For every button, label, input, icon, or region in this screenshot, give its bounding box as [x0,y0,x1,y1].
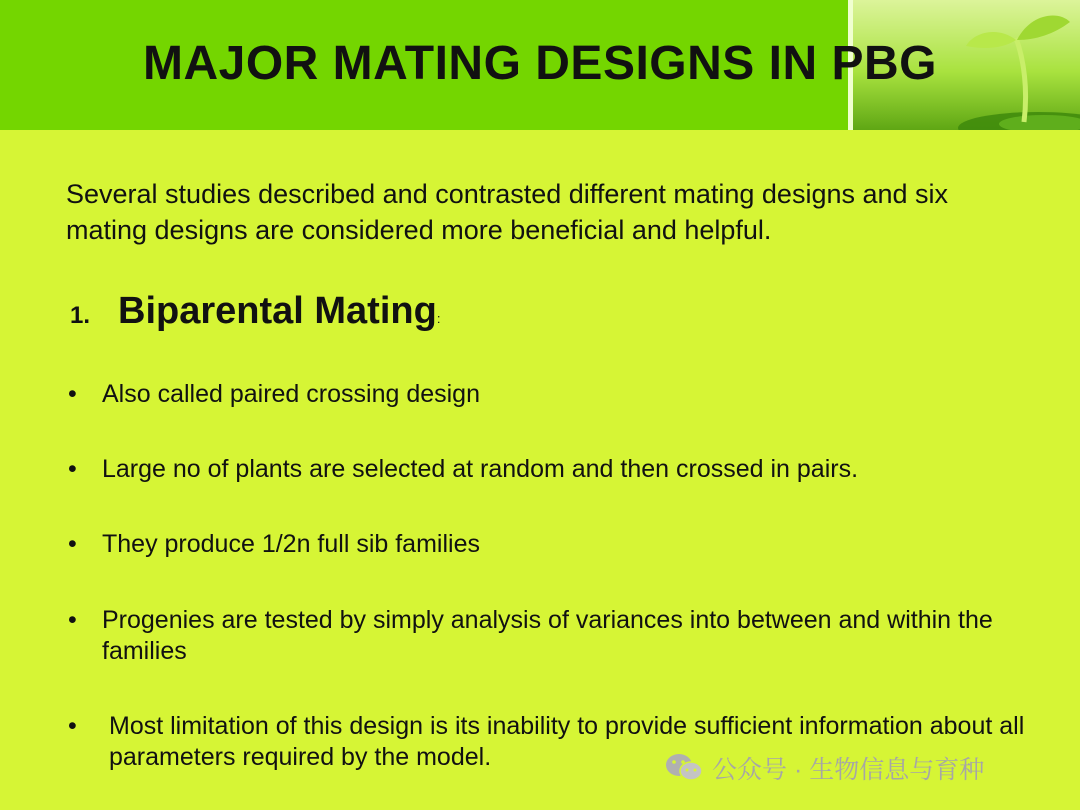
page-title: MAJOR MATING DESIGNS IN PBG [143,37,937,90]
bullet-symbol: • [68,606,77,634]
section-number: 1. [70,302,91,329]
section-colon: : [436,311,441,326]
wechat-icon [664,752,704,791]
bullet-text: Large no of plants are selected at random and then crossed in pairs. [102,455,859,483]
watermark-text: 公众号 · 生物信息与育种 [712,756,985,784]
bullet-text: Progenies are tested by simply analysis of variances into between and within the families [102,606,993,665]
intro-paragraph: Several studies described and contrasted different mating designs and six mating designs are considered more beneficial and helpful. [66,179,949,245]
bullet-symbol: • [68,380,77,408]
watermark [664,750,984,791]
bullet-text: They produce 1/2n full sib families [102,530,480,558]
section-title: Biparental Mating [118,290,437,332]
bullet-symbol: • [68,530,77,558]
bullet-text: Also called paired crossing design [102,380,480,408]
bullet-symbol: • [68,712,77,740]
bullet-symbol: • [68,455,77,483]
bullet-text: Most limitation of this design is its inability to provide sufficient information about all parameters required by the model. [109,712,1025,771]
